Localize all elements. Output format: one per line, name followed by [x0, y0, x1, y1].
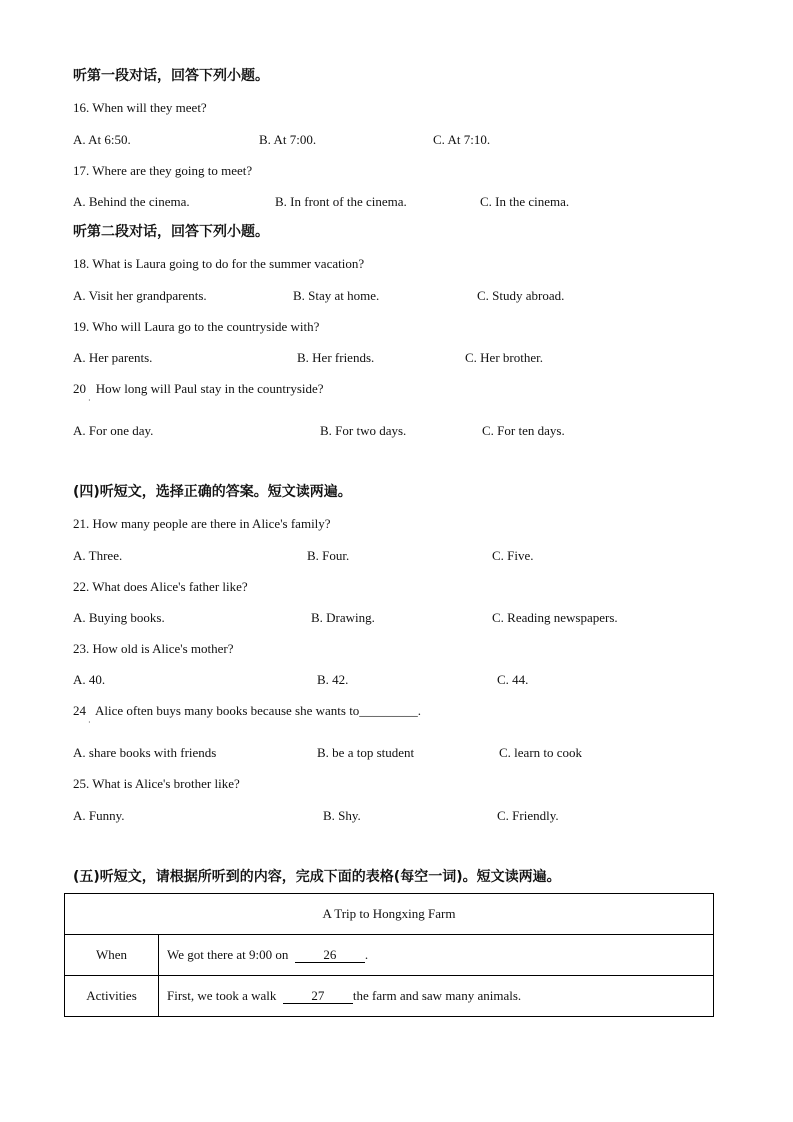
text: the farm and saw many animals. [352, 988, 522, 1003]
table-row [65, 935, 714, 976]
option-c: C. In the cinema. [480, 194, 570, 209]
option-c: C. Her brother. [465, 350, 543, 365]
text: We got there at 9:00 on [167, 947, 292, 962]
option-b: B. 42. [317, 672, 349, 687]
option-a: A. Visit her grandparents. [73, 288, 207, 303]
option-a: A. Her parents. [73, 350, 153, 365]
option-a: A. Buying books. [73, 610, 165, 625]
question-16: 16. When will they meet? [73, 100, 207, 115]
question-18: 18. What is Laura going to do for the summer vacation? [73, 256, 365, 271]
row-content [159, 976, 714, 1017]
section-heading: (五)听短文，请根据所听到的内容，完成下面的表格(每空一词)。短文读两遍。 [73, 869, 561, 885]
table-row [65, 976, 714, 1017]
option-b: B. Her friends. [297, 350, 375, 365]
blank-27: 27 [283, 989, 353, 1004]
option-c: C. 44. [497, 672, 529, 687]
option-a: A. share books with friends [73, 745, 217, 760]
row-label: Activities [65, 976, 159, 1017]
row-content [159, 935, 714, 976]
option-b: B. be a top student [317, 745, 415, 760]
option-b: B. At 7:00. [259, 132, 317, 147]
section-heading: 听第二段对话，回答下列小题。 [73, 224, 269, 240]
question-17: 17. Where are they going to meet? [73, 163, 253, 178]
option-c: C. Reading newspapers. [492, 610, 618, 625]
trip-table [64, 893, 714, 1017]
option-a: A. Three. [73, 548, 123, 563]
option-a: A. 40. [73, 672, 106, 687]
option-c: C. For ten days. [482, 423, 565, 438]
question-22: 22. What does Alice's father like? [73, 579, 248, 594]
question-24: 24 Alice often buys many books because she wants to_________. [73, 703, 422, 718]
section-heading: 听第一段对话，回答下列小题。 [73, 68, 269, 84]
section-heading: (四)听短文，选择正确的答案。短文读两遍。 [73, 484, 352, 500]
option-a: A. At 6:50. [73, 132, 131, 147]
option-a: A. Behind the cinema. [73, 194, 190, 209]
text: . [364, 947, 369, 962]
question-25: 25. What is Alice's brother like? [73, 776, 240, 791]
option-b: B. Stay at home. [293, 288, 380, 303]
option-c: C. At 7:10. [433, 132, 491, 147]
question-20: 20 How long will Paul stay in the countryside? [73, 381, 324, 396]
option-a: A. For one day. [73, 423, 154, 438]
question-21: 21. How many people are there in Alice's family? [73, 516, 331, 531]
table-title: A Trip to Hongxing Farm [65, 894, 714, 935]
row-label: When [65, 935, 159, 976]
stray-dot: · [88, 718, 91, 727]
option-c: C. Friendly. [497, 808, 559, 823]
option-b: B. For two days. [320, 423, 407, 438]
option-b: B. Drawing. [311, 610, 375, 625]
option-b: B. Shy. [323, 808, 361, 823]
text: First, we took a walk [167, 988, 280, 1003]
option-b: B. Four. [307, 548, 350, 563]
option-a: A. Funny. [73, 808, 125, 823]
question-19: 19. Who will Laura go to the countryside with? [73, 319, 320, 334]
question-23: 23. How old is Alice's mother? [73, 641, 234, 656]
option-c: C. learn to cook [499, 745, 583, 760]
option-c: C. Five. [492, 548, 534, 563]
option-c: C. Study abroad. [477, 288, 565, 303]
option-b: B. In front of the cinema. [275, 194, 407, 209]
blank-26: 26 [295, 948, 365, 963]
stray-dot: · [88, 396, 91, 405]
